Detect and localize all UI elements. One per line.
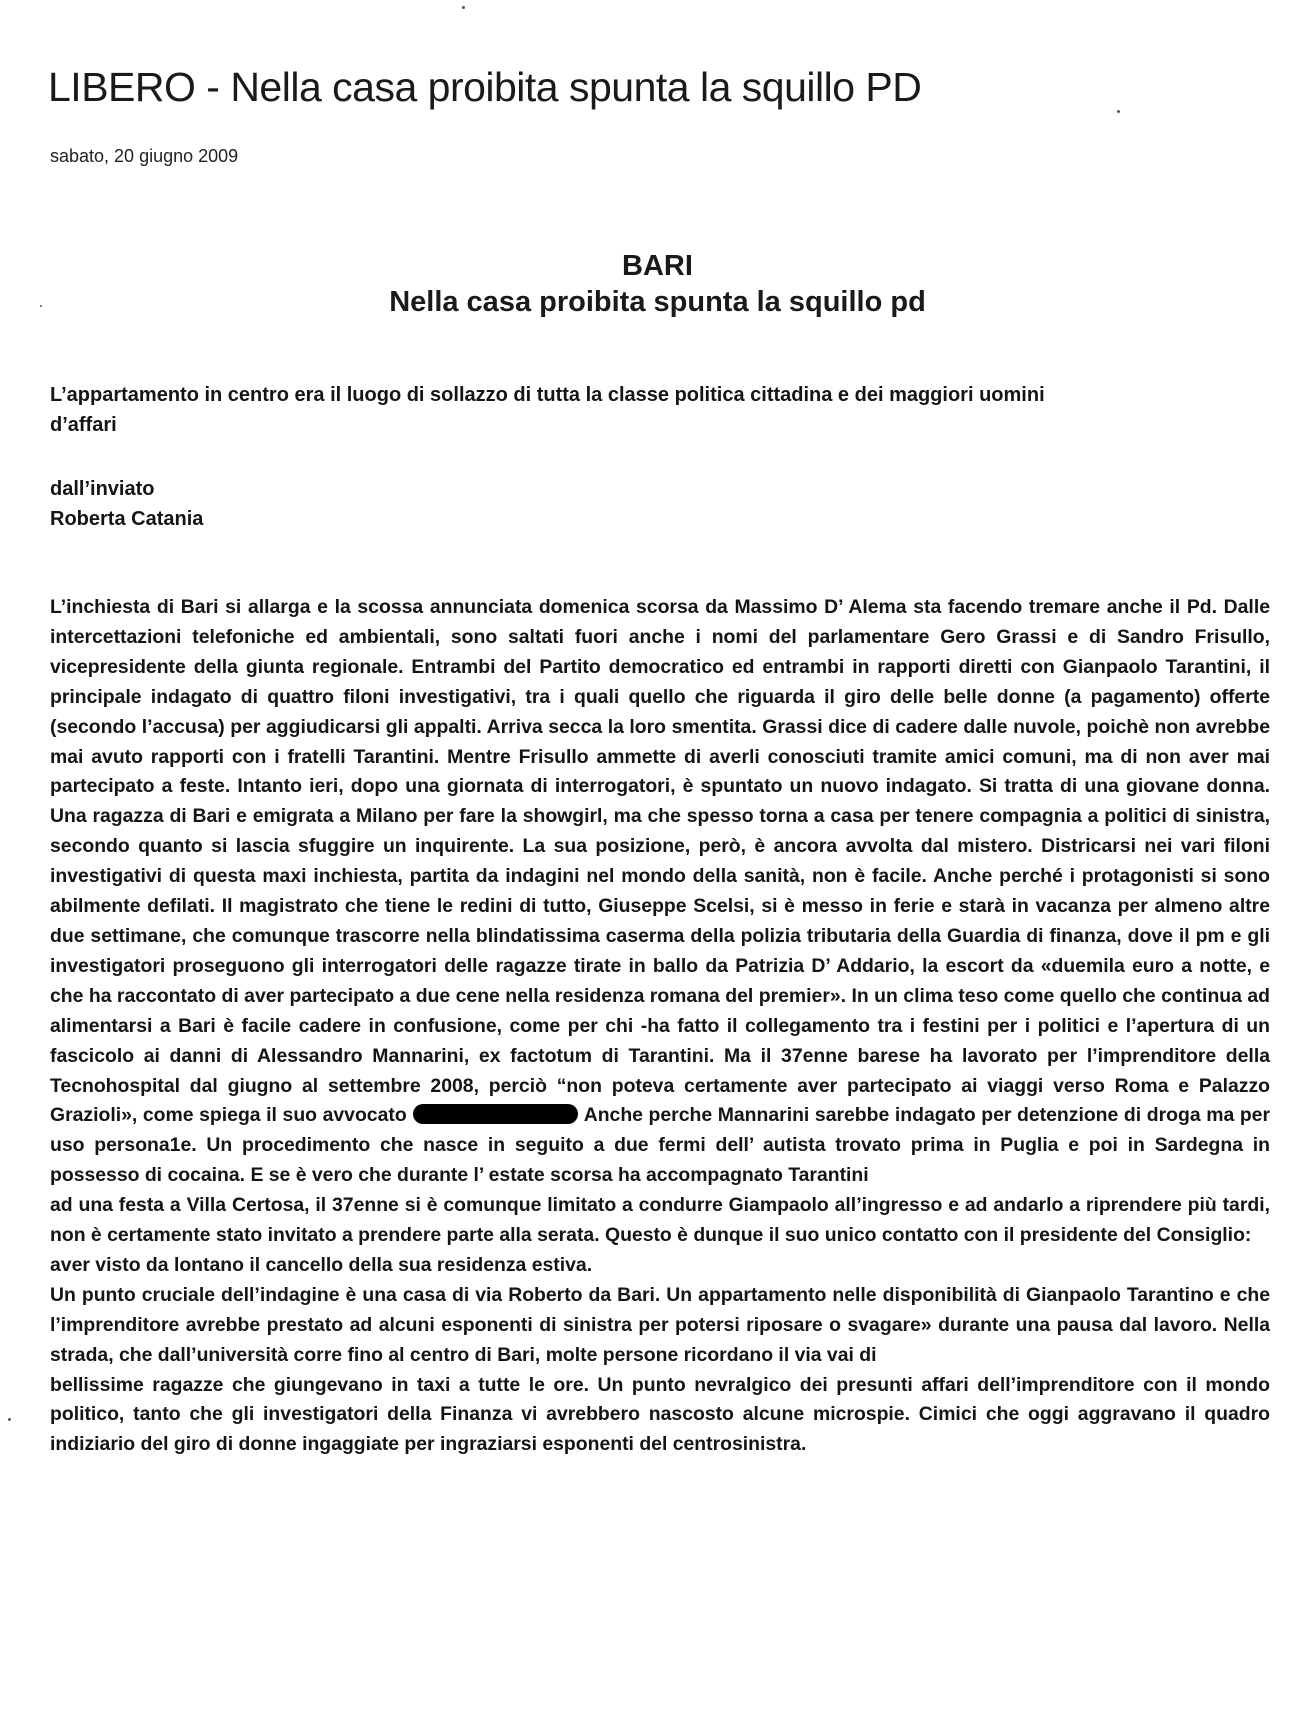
byline-role: dall’inviato (50, 478, 155, 500)
paragraph-text: L’inchiesta di Bari si allarga e la scossa annunciata domenica scorsa da Massimo D’ Alema sta facendo tremare anche il Pd. Dalle intercettazioni telefoniche ed ambientali, sono saltati fuori anche i nomi del parlamentare Gero Grassi e di Sandro Frisullo, vicepresidente della giunta regionale. Entrambi del Partito democratico ed entrambi in rapporti diretti con Gianpaolo Tarantini, il principale indagato di quattro filoni investigativi, tra i quali quello che riguarda il giro delle belle donne (a pagamento) offerte (secondo l’accusa) per aggiudicarsi gli appalti. Arriva secca la loro smentita. Grassi dice di cadere dalle nuvole, poichè non avrebbe mai avuto rapporti con i fratelli Tarantini. Mentre Frisullo ammette di averli conosciuti tramite amici comuni, ma di non aver mai partecipato a feste. Intanto ieri, dopo una giornata di interrogatori, è spuntato un nuovo indagato. Si tratta di una giovane donna. Una ragazza di Bari e emigrata a Milano per fare la showgirl, ma che spesso torna a casa per tenere compagnia a politici di sinistra, secondo quanto si lascia sfuggire un inquirente. La sua posizione, però, è ancora avvolta dal mistero. Districarsi nei vari filoni investigativi di questa maxi inchiesta, partita da indagini nel mondo della sanità, non è facile. Anche perché i protagonisti si sono abilmente defilati. Il magistrato che tiene le redini di tutto, Giuseppe Scelsi, si è messo in ferie e starà in vacanza per almeno altre due settimane, che comunque trascorre nella blindatissima caserma della polizia tributaria della Guardia di finanza, dove il pm e gli investigatori proseguono gli interrogatori delle ragazze tirate in ballo da Patrizia D’ Addario, la escort da «duemila euro a notte, e che ha raccontato di aver partecipato a due cene nella residenza romana del premier». In un clima teso come quello che continua ad alimentarsi a Bari è facile cadere in confusione, come per chi -ha fatto il collegamento tra i festini per i politici e l’apertura di un fascicolo ai danni di Alessandro Mannarini, ex factotum di Tarantini. Ma il 37enne barese ha lavorato per l’imprenditore della Tecnohospital dal giugno al settembre 2008, perciò “non poteva certamente aver partecipato ai viaggi verso Roma e Palazzo Grazioli», come spiega il suo avvocato (50, 596, 1270, 1127)
article-paragraph: aver visto da lontano il cancello della sua residenza estiva. (50, 1253, 593, 1276)
paragraph-text: Anche perche Mannarini sarebbe indagato per detenzione di droga ma per uso persona1e. Un procedimento che nasce in seguito a due fermi dell’ autista trovato prima in Puglia e poi in Sardegna in possesso di cocaina. E se è vero che durante l’ estate scorsa ha accompagnato Tarantini (50, 1104, 1271, 1187)
article-paragraph: bellissime ragazze che giungevano in taxi a tutte le ore. Un punto nevralgico dei presunti affari dell’imprenditore con il mondo politico, tanto che gli investigatori della Finanza vi avrebbero nascosto alcune microspie. Cimici che oggi aggravano il quadro indiziario del giro di donne ingaggiate per ingraziarsi esponenti del centrosinistra. (50, 1373, 1270, 1456)
scan-speck (462, 6, 465, 9)
publication-date: sabato, 20 giugno 2009 (50, 146, 239, 166)
article-subhead (50, 380, 1270, 440)
subhead-line: d’affari (50, 414, 117, 436)
article-byline (50, 474, 1270, 534)
redaction-mark (413, 1104, 578, 1124)
scan-speck (1117, 110, 1120, 113)
subhead-line: L’appartamento in centro era il luogo di sollazzo di tutta la classe politica cittadina e dei maggiori uomini (50, 384, 1045, 406)
article-headline: Nella casa proibita spunta la squillo pd (389, 286, 926, 318)
scan-speck (8, 1418, 11, 1421)
article-body (50, 593, 1270, 1460)
article-paragraph: ad una festa a Villa Certosa, il 37enne si è comunque limitato a condurre Giampaolo all’ingresso e ad andarlo a riprendere più tardi, non è certamente stato invitato a prendere parte alla serata. Questo è dunque il suo unico contatto con il presidente del Consiglio: (50, 1194, 1270, 1247)
article-paragraph: Un punto cruciale dell’indagine è una casa di via Roberto da Bari. Un appartamento nelle disponibilità di Gianpaolo Tarantino e che l’imprenditore avrebbe prestato ad alcuni esponenti di sinistra per potersi riposare o svagare» durante una pausa dal lavoro. Nella strada, che dall’università corre fino al centro di Bari, molte persone ricordano il via vai di (50, 1283, 1270, 1366)
article-kicker: BARI (622, 250, 693, 282)
page-title: LIBERO - Nella casa proibita spunta la squillo PD (48, 64, 922, 110)
scan-speck (40, 305, 42, 307)
article-paragraph (50, 593, 1270, 1191)
byline-author: Roberta Catania (50, 508, 204, 530)
